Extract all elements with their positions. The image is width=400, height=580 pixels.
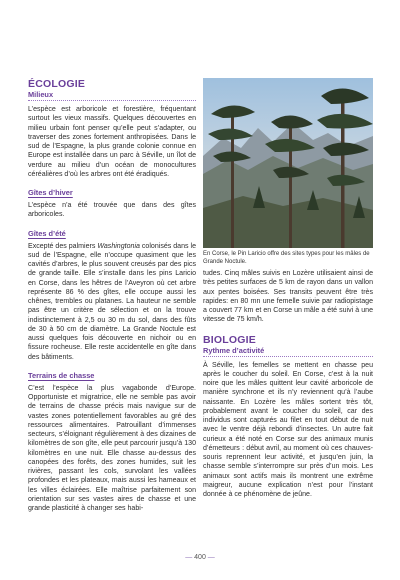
paragraph-terrains-chasse: C’est l’espèce la plus vagabonde d’Europe. Opportuniste et migratrice, elle ne semble pas avoir de terrains de chasse précis mais navigue sur de vastes zones potentiellement favorables au gré des ressources alimentaires. Patrouillant d’immenses secteurs, s’éloignant régulièrement à des dizaines de kilomètres de son gîte, elle peut parcourir jusqu’à 130 kilomètres en une nuit. Elle chasse au-dessus des canopées des forêts, des zones humides, suit les rivières, passant les cols, survolant les vallées profondes et les plateaux, mais aussi les hameaux et les villes éclairées. Elle maîtrise parfaitement son orientation sur ses vastes aires de chasse et une grande plasticité à changer ses habi- — [28, 384, 196, 512]
heading-rythme: Rythme d’activité — [203, 345, 265, 355]
heading-rule — [203, 356, 373, 357]
paragraph-gites-ete-text: Excepté des palmiers Washingtonia colonisés dans le sud de l’Espagne, elle n’occupe quasiment que les cavités d’arbres, le plus souvent creusés par des pics de grande taille. Elle s’installe dans les pins Laricio en Corse, dans les hêtres de l’Aveyron où cet arbre représente 86 % des gîtes, elle occupe aussi les chênes, trembles ou platanes. La hauteur ne semble pas être un critère de sélection et on la trouve indistinctement à 2,5 ou 30 m du sol, dans des fûts de 30 à 50 cm de diamètre. La Grande Noctule est aussi quelques fois découverte en nichoir ou en fissure rocheuse. Elle reste accidentelle en gîte dans des bâtiments. — [28, 242, 196, 361]
paragraph-gites-hiver: L’espèce n’a été trouvée que dans des gîtes arboricoles. — [28, 202, 196, 219]
paragraph-rythme: À Séville, les femelles se mettent en chasse peu après le coucher du soleil. En Corse, c’est à la nuit noire que les mâles quittent leur cavité arboricole de manière synchrone et ils n’y reviennent qu’à l’aube naissante. En Lozère les mâles sortent très tôt, probablement avant le coucher du soleil, car des individus sont capturés au filet en tout début de nuit avec le ventre déjà rebondi d’insectes. Un autre fait curieux a été noté en Corse sur des animaux munis d’émetteurs : début avril, au moment où ces chauves-souris reprennent leur activité, et jusqu’en juin, la chasse semble s’interrompre sur près d’un mois. Les animaux sont actifs mais ils montrent une extrême maigreur, aucune explication n’est pour l’instant donnée à ce phénomène de jeûne. — [203, 361, 373, 498]
paragraph-gites-ete — [28, 242, 196, 362]
heading-gites-ete: Gîtes d’été — [28, 228, 66, 238]
heading-milieux: Milieux — [28, 90, 54, 99]
page-number: — 400 — — [185, 554, 215, 561]
genus-name: Washingtonia — [97, 242, 140, 250]
heading-terrains-chasse: Terrains de chasse — [28, 370, 95, 380]
paragraph-terrains-continuation: tudes. Cinq mâles suivis en Lozère utilisaient ainsi de très petites surfaces de 5 km de rayon dans un vallon aux pentes boisées. Ses transits peuvent être très rapides: en 80 mn une femelle suivie par radiopistage a couvert 77 km et en Corse un mâle a été suivi à une vitesse de 75 km/h. — [203, 270, 373, 324]
left-column — [28, 78, 196, 513]
section-title-biologie: BIOLOGIE — [203, 333, 256, 346]
pine-forest-illustration — [203, 78, 373, 248]
photo-pin-laricio — [203, 78, 373, 248]
photo-caption: En Corse, le Pin Laricio offre des sites types pour les mâles de Grande Noctule. — [203, 251, 370, 265]
heading-rule — [28, 100, 196, 101]
paragraph-milieux: L’espèce est arboricole et forestière, fréquentant surtout les vieux massifs. Quelques découvertes en milieu urbain font penser qu’elle peut s’adapter, ou traverser des zones fortement anthropisées. Dans le sud de l’Espagne, la plus grande colonie connue en Europe est installée dans un parc à Séville, un îlot de verdure au milieu d’un océan de monocultures céréalières d’où les arbres ont été éradiqués. — [28, 106, 196, 178]
page-number-value: 400 — [194, 554, 206, 561]
section-title-ecologie: ÉCOLOGIE — [28, 78, 86, 90]
heading-gites-hiver: Gîtes d’hiver — [28, 188, 73, 197]
right-column — [203, 269, 373, 499]
